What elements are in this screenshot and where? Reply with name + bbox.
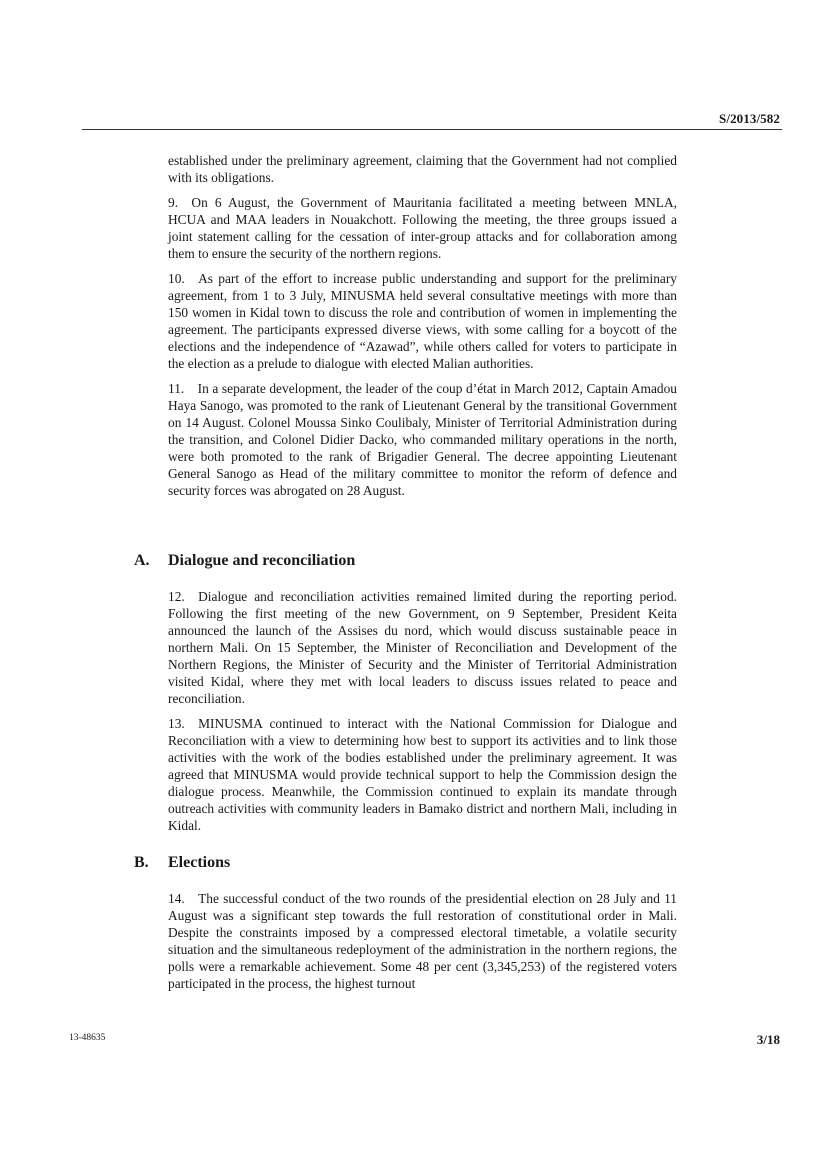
section-letter: A. xyxy=(134,552,150,569)
page-number: 3/18 xyxy=(756,1032,780,1047)
header-rule xyxy=(82,129,782,130)
paragraph-continuation: established under the preliminary agreement, claiming that the Government had not complied with its obligations. xyxy=(168,153,677,185)
paragraph-13: 13. MINUSMA continued to interact with the National Commission for Dialogue and Reconciliation with a view to determining how best to support its activities and to link those activities with the work of the bodies established under the preliminary agreement. It was agreed that MINUSMA would provide technical support to help the Commission design the dialogue process. Meanwhile, the Commission continued to explain its mandate through outreach activities with community leaders in Bamako district and northern Mali, including in Kidal. xyxy=(168,716,677,833)
section-heading-b xyxy=(134,854,230,872)
paragraph-11: 11. In a separate development, the leader of the coup d’état in March 2012, Captain Amadou Haya Sanogo, was promoted to the rank of Lieutenant General by the transitional Government on 14 August. Colonel Moussa Sinko Coulibaly, Minister of Territorial Administration during the transition, and Colonel Didier Dacko, who commanded military operations in the north, were both promoted to the rank of Brigadier General. The decree appointing Lieutenant General Sanogo as Head of the military committee to monitor the reform of defence and security forces was abrogated on 28 August. xyxy=(168,381,677,498)
job-number: 13-48635 xyxy=(69,1033,106,1043)
paragraph-12: 12. Dialogue and reconciliation activities remained limited during the reporting period. Following the first meeting of the new Government, on 9 September, President Keita announced the launch of the Assises du nord, which would discuss sustainable peace in northern Mali. On 15 September, the Minister of Reconciliation and Development of the Northern Regions, the Minister of Security and the Minister of Territorial Administration visited Kidal, where they met with local leaders to discuss issues related to peace and reconciliation. xyxy=(168,589,677,706)
text-block-2 xyxy=(168,588,677,834)
section-heading-a xyxy=(134,552,355,570)
text-block-1 xyxy=(168,152,677,499)
section-letter: B. xyxy=(134,854,149,871)
paragraph-9: 9. On 6 August, the Government of Mauritania facilitated a meeting between MNLA, HCUA and MAA leaders in Nouakchott. Following the meeting, the three groups issued a joint statement calling for the cessation of inter-group attacks and for collaboration among them to ensure the security of the northern regions. xyxy=(168,195,677,261)
paragraph-14: 14. The successful conduct of the two rounds of the presidential election on 28 July and 11 August was a significant step towards the full restoration of constitutional order in Mali. Despite the constraints imposed by a compressed electoral timetable, a volatile security situation and the simultaneous redeployment of the administration in the northern regions, the polls were a remarkable achievement. Some 48 per cent (3,345,253) of the registered voters participated in the process, the highest turnout xyxy=(168,891,677,991)
text-block-3 xyxy=(168,890,677,992)
section-title: Elections xyxy=(168,854,231,871)
section-title: Dialogue and reconciliation xyxy=(168,552,356,569)
paragraph-10: 10. As part of the effort to increase public understanding and support for the preliminary agreement, from 1 to 3 July, MINUSMA held several consultative meetings with more than 150 women in Kidal town to discuss the role and contribution of women in implementing the agreement. The participants expressed diverse views, with some calling for a boycott of the elections and the independence of “Azawad”, while others called for voters to participate in the election as a prelude to dialogue with elected Malian authorities. xyxy=(168,271,677,371)
document-symbol: S/2013/582 xyxy=(719,111,780,126)
